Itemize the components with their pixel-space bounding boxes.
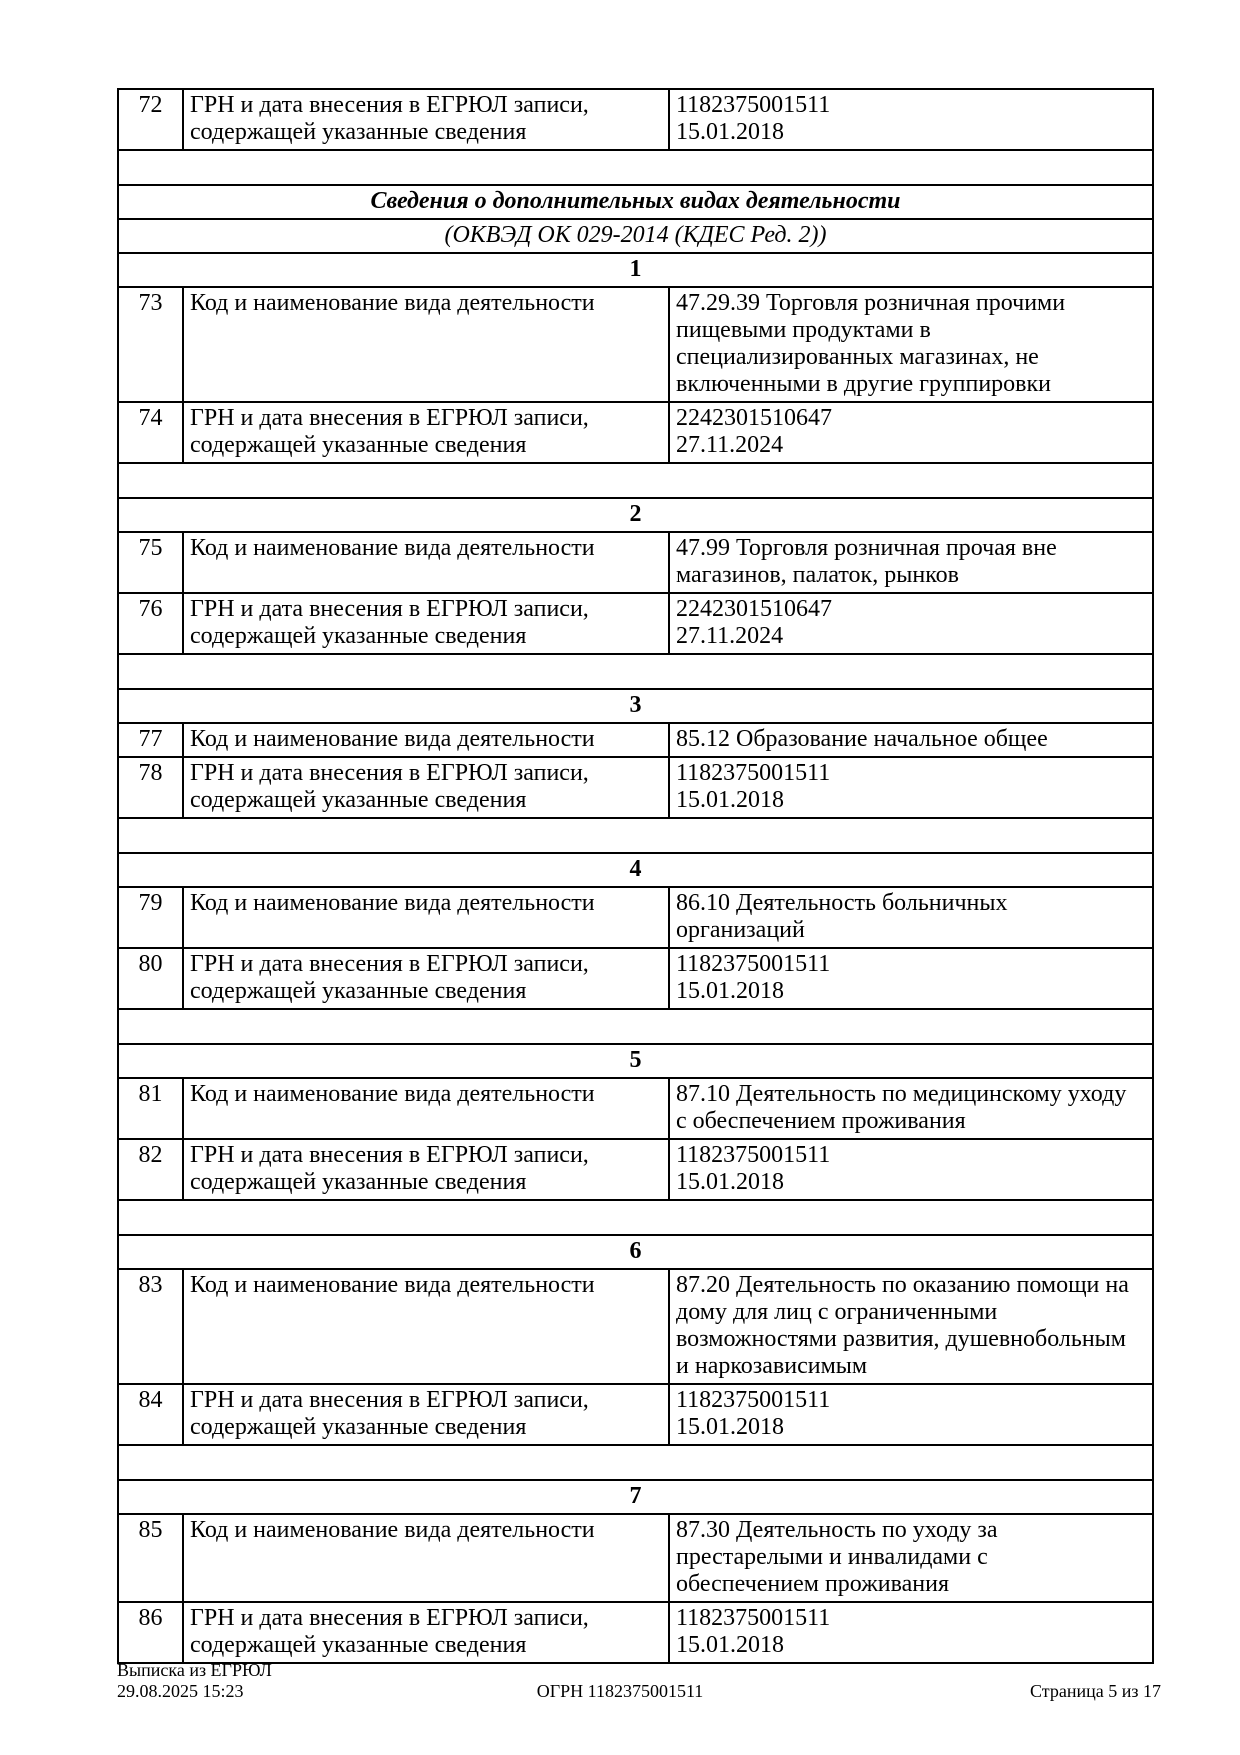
row-value-cell [669, 1384, 1153, 1445]
section-number: 2 [118, 498, 1153, 532]
text-line: 27.11.2024 [676, 432, 784, 458]
egrul-table-body [118, 89, 1153, 1663]
row-value-cell [669, 1078, 1153, 1139]
text-line: ГРН и дата внесения в ЕГРЮЛ записи, [190, 1387, 589, 1413]
text-line: Код и наименование вида деятельности [190, 535, 595, 561]
text-line: престарелыми и инвалидами с [676, 1544, 988, 1570]
text-line: организаций [676, 917, 805, 943]
text-line: 15.01.2018 [676, 978, 784, 1004]
spacer-row [118, 654, 1153, 689]
table-row [118, 402, 1153, 463]
row-label-cell [183, 1269, 669, 1384]
table-row [118, 723, 1153, 757]
row-label-cell [183, 1602, 669, 1663]
spacer-cell [118, 463, 1153, 498]
row-value-cell [669, 532, 1153, 593]
row-label-cell [183, 1139, 669, 1200]
section-number: 6 [118, 1235, 1153, 1269]
text-line: 47.99 Торговля розничная прочая вне [676, 535, 1057, 561]
egrul-activities-table [117, 88, 1154, 1664]
row-number-cell: 76 [118, 593, 183, 654]
text-line: содержащей указанные сведения [190, 623, 527, 649]
text-line: 15.01.2018 [676, 119, 784, 145]
row-label-cell [183, 89, 669, 150]
text-line: 2242301510647 [676, 596, 832, 622]
footer-page-number: Страница 5 из 17 [1030, 1681, 1161, 1701]
section-number: 5 [118, 1044, 1153, 1078]
row-number-cell: 75 [118, 532, 183, 593]
row-number-cell: 85 [118, 1514, 183, 1602]
section-number: 7 [118, 1480, 1153, 1514]
spacer-row [118, 818, 1153, 853]
row-label-cell [183, 532, 669, 593]
row-value-cell [669, 287, 1153, 402]
row-value-cell [669, 89, 1153, 150]
text-line: и наркозависимым [676, 1353, 868, 1379]
section-number-row [118, 1480, 1153, 1514]
text-line: содержащей указанные сведения [190, 1414, 527, 1440]
section-number-row [118, 498, 1153, 532]
row-value-cell [669, 402, 1153, 463]
section-number-row [118, 689, 1153, 723]
row-label-cell [183, 948, 669, 1009]
row-number-cell: 77 [118, 723, 183, 757]
row-label-cell [183, 757, 669, 818]
spacer-row [118, 463, 1153, 498]
row-number-cell: 81 [118, 1078, 183, 1139]
spacer-row [118, 150, 1153, 185]
text-line: ГРН и дата внесения в ЕГРЮЛ записи, [190, 92, 589, 118]
text-line: возможностями развития, душевнобольным [676, 1326, 1126, 1352]
row-value-cell [669, 757, 1153, 818]
section-number-row [118, 253, 1153, 287]
row-value-cell [669, 1269, 1153, 1384]
footer-ogrn: ОГРН 1182375001511 [536, 1681, 704, 1701]
spacer-cell [118, 818, 1153, 853]
table-row [118, 287, 1153, 402]
footer-document-name: Выписка из ЕГРЮЛ [117, 1660, 272, 1680]
row-value-cell [669, 593, 1153, 654]
spacer-cell [118, 1445, 1153, 1480]
section-title: (ОКВЭД ОК 029-2014 (КДЕС Ред. 2)) [118, 219, 1153, 253]
spacer-cell [118, 654, 1153, 689]
row-label-cell [183, 1078, 669, 1139]
row-number-cell: 78 [118, 757, 183, 818]
text-line: 15.01.2018 [676, 787, 784, 813]
table-row [118, 948, 1153, 1009]
table-row [118, 593, 1153, 654]
text-line: дому для лиц с ограниченными [676, 1299, 998, 1325]
row-value-cell [669, 1139, 1153, 1200]
row-label-cell [183, 1384, 669, 1445]
text-line: Код и наименование вида деятельности [190, 726, 595, 752]
table-row [118, 887, 1153, 948]
text-line: магазинов, палаток, рынков [676, 562, 959, 588]
text-line: содержащей указанные сведения [190, 978, 527, 1004]
section-title-row [118, 219, 1153, 253]
table-row [118, 1139, 1153, 1200]
text-line: специализированных магазинах, не [676, 344, 1039, 370]
text-line: включенными в другие группировки [676, 371, 1052, 397]
text-line: 86.10 Деятельность больничных [676, 890, 1008, 916]
text-line: 87.20 Деятельность по оказанию помощи на [676, 1272, 1129, 1298]
text-line: 2242301510647 [676, 405, 832, 431]
text-line: 15.01.2018 [676, 1632, 784, 1658]
text-line: содержащей указанные сведения [190, 1169, 527, 1195]
text-line: 1182375001511 [676, 760, 831, 786]
section-number: 3 [118, 689, 1153, 723]
table-row [118, 1384, 1153, 1445]
text-line: 27.11.2024 [676, 623, 784, 649]
row-label-cell [183, 723, 669, 757]
section-number-row [118, 853, 1153, 887]
row-number-cell: 72 [118, 89, 183, 150]
spacer-row [118, 1009, 1153, 1044]
section-number-row [118, 1235, 1153, 1269]
text-line: 47.29.39 Торговля розничная прочими [676, 290, 1066, 316]
section-number-row [118, 1044, 1153, 1078]
text-line: 87.30 Деятельность по уходу за [676, 1517, 998, 1543]
text-line: с обеспечением проживания [676, 1108, 966, 1134]
text-line: ГРН и дата внесения в ЕГРЮЛ записи, [190, 596, 589, 622]
text-line: 1182375001511 [676, 92, 831, 118]
row-value-cell [669, 1602, 1153, 1663]
spacer-row [118, 1445, 1153, 1480]
section-number: 4 [118, 853, 1153, 887]
text-line: 1182375001511 [676, 1605, 831, 1631]
text-line: 15.01.2018 [676, 1169, 784, 1195]
spacer-cell [118, 150, 1153, 185]
text-line: Код и наименование вида деятельности [190, 290, 595, 316]
text-line: ГРН и дата внесения в ЕГРЮЛ записи, [190, 405, 589, 431]
text-line: Код и наименование вида деятельности [190, 1517, 595, 1543]
text-line: 1182375001511 [676, 951, 831, 977]
text-line: обеспечением проживания [676, 1571, 950, 1597]
text-line: ГРН и дата внесения в ЕГРЮЛ записи, [190, 760, 589, 786]
row-value-cell [669, 1514, 1153, 1602]
table-row [118, 1514, 1153, 1602]
text-line: Код и наименование вида деятельности [190, 1081, 595, 1107]
table-row [118, 532, 1153, 593]
spacer-cell [118, 1009, 1153, 1044]
row-label-cell [183, 887, 669, 948]
text-line: 1182375001511 [676, 1142, 831, 1168]
row-number-cell: 84 [118, 1384, 183, 1445]
row-label-cell [183, 1514, 669, 1602]
text-line: 1182375001511 [676, 1387, 831, 1413]
section-title-row [118, 185, 1153, 219]
text-line: ГРН и дата внесения в ЕГРЮЛ записи, [190, 1142, 589, 1168]
row-label-cell [183, 593, 669, 654]
row-value-cell [669, 948, 1153, 1009]
text-line: содержащей указанные сведения [190, 1632, 527, 1658]
row-number-cell: 83 [118, 1269, 183, 1384]
text-line: содержащей указанные сведения [190, 119, 527, 145]
row-value-cell [669, 723, 1153, 757]
section-number: 1 [118, 253, 1153, 287]
text-line: содержащей указанные сведения [190, 787, 527, 813]
text-line: ГРН и дата внесения в ЕГРЮЛ записи, [190, 1605, 589, 1631]
row-number-cell: 80 [118, 948, 183, 1009]
text-line: 87.10 Деятельность по медицинскому уходу [676, 1081, 1127, 1107]
text-line: содержащей указанные сведения [190, 432, 527, 458]
row-number-cell: 79 [118, 887, 183, 948]
text-line: Код и наименование вида деятельности [190, 890, 595, 916]
row-number-cell: 82 [118, 1139, 183, 1200]
table-row [118, 1269, 1153, 1384]
row-label-cell [183, 402, 669, 463]
row-number-cell: 86 [118, 1602, 183, 1663]
table-row [118, 89, 1153, 150]
text-line: Код и наименование вида деятельности [190, 1272, 595, 1298]
table-row [118, 1602, 1153, 1663]
text-line: 15.01.2018 [676, 1414, 784, 1440]
footer-datetime: 29.08.2025 15:23 [117, 1681, 244, 1701]
table-row [118, 1078, 1153, 1139]
table-row [118, 757, 1153, 818]
section-title: Сведения о дополнительных видах деятельности [118, 185, 1153, 219]
row-label-cell [183, 287, 669, 402]
spacer-cell [118, 1200, 1153, 1235]
text-line: 85.12 Образование начальное общее [676, 726, 1048, 752]
row-value-cell [669, 887, 1153, 948]
spacer-row [118, 1200, 1153, 1235]
row-number-cell: 74 [118, 402, 183, 463]
text-line: пищевыми продуктами в [676, 317, 931, 343]
text-line: ГРН и дата внесения в ЕГРЮЛ записи, [190, 951, 589, 977]
row-number-cell: 73 [118, 287, 183, 402]
